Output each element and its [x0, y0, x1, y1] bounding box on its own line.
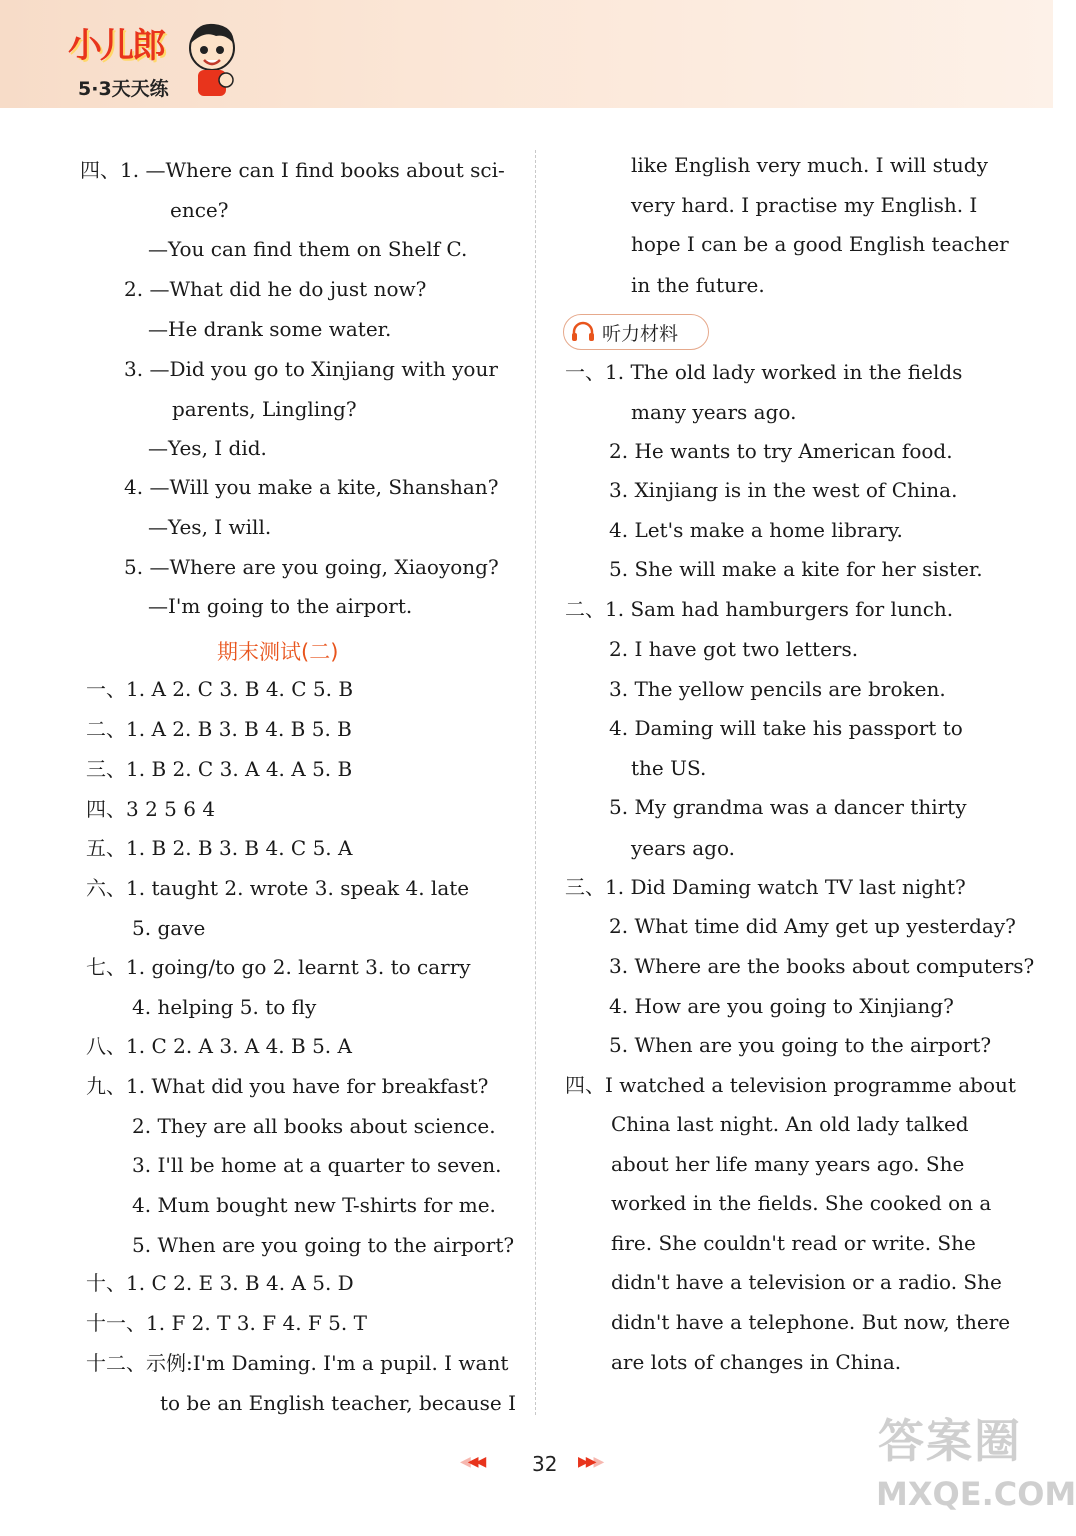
- listening-line: didn't have a television or a radio. She: [611, 1270, 1002, 1294]
- answer-line: 5. —Where are you going, Xiaoyong?: [124, 555, 499, 579]
- answer-line: parents, Lingling?: [172, 397, 357, 421]
- answer-line: 一、1. A 2. C 3. B 4. C 5. B: [86, 677, 354, 701]
- listening-line: 2. He wants to try American food.: [609, 439, 953, 463]
- answer-line: 5. When are you going to the airport?: [132, 1233, 515, 1257]
- prev-arrows-icon: ◀◀◀: [460, 1454, 484, 1470]
- answer-line: 六、1. taught 2. wrote 3. speak 4. late: [86, 876, 470, 900]
- next-arrows-icon: ▶▶▶: [578, 1454, 602, 1470]
- listening-line: years ago.: [631, 836, 736, 860]
- brand-logo: [68, 18, 238, 108]
- page-footer: [460, 1452, 630, 1476]
- listening-line: are lots of changes in China.: [611, 1350, 902, 1374]
- answer-line: 七、1. going/to go 2. learnt 3. to carry: [86, 955, 471, 979]
- listening-line: 一、1. The old lady worked in the fields: [565, 360, 963, 384]
- answer-line: 5. gave: [132, 916, 206, 940]
- answer-line: —Yes, I will.: [148, 515, 272, 539]
- listening-line: fire. She couldn't read or write. She: [611, 1231, 976, 1255]
- listening-line: 5. She will make a kite for her sister.: [609, 557, 983, 581]
- answer-line: 四、3 2 5 6 4: [86, 797, 216, 821]
- answer-line: ence?: [170, 198, 229, 222]
- answer-line: like English very much. I will study: [631, 153, 988, 177]
- answer-line: 十一、1. F 2. T 3. F 4. F 5. T: [86, 1311, 367, 1335]
- listening-line: 四、I watched a television programme about: [565, 1073, 1016, 1097]
- listening-line: the US.: [631, 756, 707, 780]
- listening-line: 3. Xinjiang is in the west of China.: [609, 478, 958, 502]
- answer-line: to be an English teacher, because I: [160, 1391, 516, 1415]
- answer-line: very hard. I practise my English. I: [631, 193, 978, 217]
- answer-line: 八、1. C 2. A 3. A 4. B 5. A: [86, 1034, 352, 1058]
- headphones-icon: [570, 322, 596, 342]
- answer-line: 4. helping 5. to fly: [132, 995, 317, 1019]
- listening-line: didn't have a telephone. But now, there: [611, 1310, 1011, 1334]
- listening-line: worked in the fields. She cooked on a: [611, 1191, 992, 1215]
- listening-line: 4. Let's make a home library.: [609, 518, 903, 542]
- listening-line: 4. Daming will take his passport to: [609, 716, 963, 740]
- listening-line: 三、1. Did Daming watch TV last night?: [565, 875, 966, 899]
- answer-line: 3. I'll be home at a quarter to seven.: [132, 1153, 502, 1177]
- page-number: 32: [532, 1452, 558, 1476]
- series-name: 5·3天天练: [78, 78, 169, 100]
- listening-line: China last night. An old lady talked: [611, 1112, 969, 1136]
- answer-line: 十二、示例:I'm Daming. I'm a pupil. I want: [86, 1351, 509, 1375]
- section-title: 期末测试(二): [217, 640, 339, 664]
- listening-line: 3. Where are the books about computers?: [609, 954, 1035, 978]
- answer-line: 2. They are all books about science.: [132, 1114, 496, 1138]
- answer-line: 五、1. B 2. B 3. B 4. C 5. A: [86, 836, 353, 860]
- answer-line: 4. Mum bought new T-shirts for me.: [132, 1193, 496, 1217]
- answer-line: 九、1. What did you have for breakfast?: [86, 1074, 489, 1098]
- listening-line: 2. What time did Amy get up yesterday?: [609, 914, 1016, 938]
- listening-line: about her life many years ago. She: [611, 1152, 965, 1176]
- listening-line: 3. The yellow pencils are broken.: [609, 677, 946, 701]
- listening-line: many years ago.: [631, 400, 797, 424]
- answer-line: —I'm going to the airport.: [148, 594, 413, 618]
- mascot-icon: [186, 18, 238, 98]
- brand-name: 小儿郎: [68, 26, 164, 66]
- answer-line: in the future.: [631, 273, 765, 297]
- listening-line: 二、1. Sam had hamburgers for lunch.: [565, 597, 954, 621]
- answer-line: hope I can be a good English teacher: [631, 232, 1009, 256]
- answer-line: —He drank some water.: [148, 317, 392, 341]
- answer-line: 3. —Did you go to Xinjiang with your: [124, 357, 498, 381]
- answer-line: 三、1. B 2. C 3. A 4. A 5. B: [86, 757, 353, 781]
- column-divider: [535, 150, 536, 1415]
- answer-line: 4. —Will you make a kite, Shanshan?: [124, 475, 499, 499]
- listening-line: 5. My grandma was a dancer thirty: [609, 795, 967, 819]
- listening-badge: [563, 314, 709, 350]
- answer-line: 二、1. A 2. B 3. B 4. B 5. B: [86, 717, 352, 741]
- answer-line: 2. —What did he do just now?: [124, 277, 427, 301]
- watermark-en: MXQE.COM: [876, 1475, 1076, 1513]
- answer-line: —You can find them on Shelf C.: [148, 237, 468, 261]
- site-watermark: [870, 1405, 1076, 1525]
- watermark-cn: 答案圈: [878, 1414, 1022, 1468]
- listening-line: 2. I have got two letters.: [609, 637, 859, 661]
- listening-line: 4. How are you going to Xinjiang?: [609, 994, 954, 1018]
- answer-line: —Yes, I did.: [148, 436, 267, 460]
- listening-line: 5. When are you going to the airport?: [609, 1033, 992, 1057]
- answer-line: 四、1. —Where can I find books about sci-: [80, 158, 505, 182]
- answer-line: 十、1. C 2. E 3. B 4. A 5. D: [86, 1271, 354, 1295]
- listening-label: 听力材料: [602, 323, 679, 345]
